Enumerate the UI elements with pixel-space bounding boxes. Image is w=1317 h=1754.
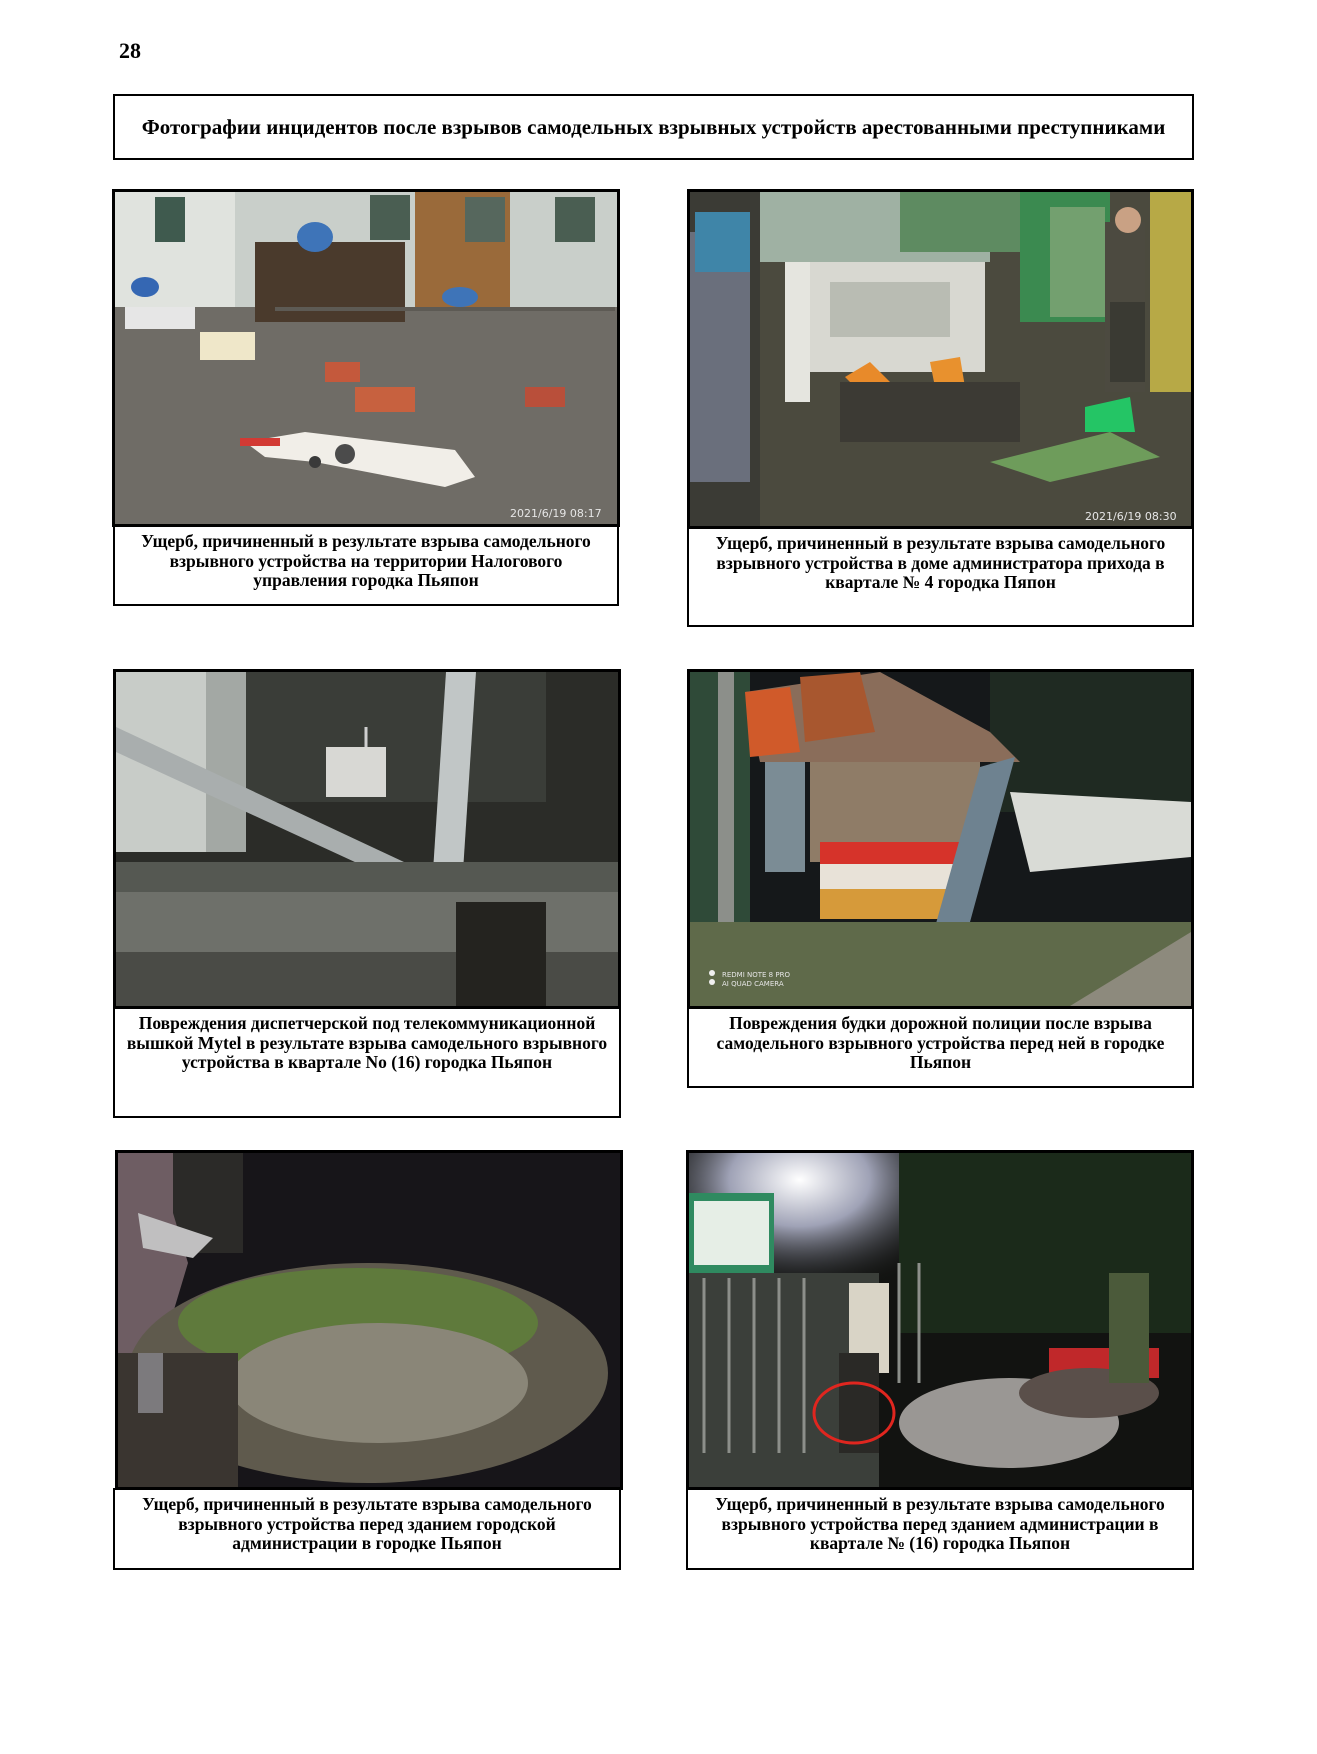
photo-tax-office: [112, 189, 620, 527]
photo-tax-office-caption: Ущерб, причиненный в результате взрыва самодельного взрывного устройства на территории Налогового управления городка Пьяпон: [113, 525, 619, 606]
photo-ward-admin: [686, 1150, 1194, 1490]
svg-text:AI QUAD CAMERA: AI QUAD CAMERA: [722, 980, 784, 988]
photo-administrator-house-caption: Ущерб, причиненный в результате взрыва самодельного взрывного устройства в доме администратора прихода в квартале № 4 городка Пяпон: [687, 527, 1194, 627]
page-number: 28: [119, 38, 141, 63]
svg-text:2021/6/19 08:30: 2021/6/19 08:30: [1085, 510, 1177, 523]
photo-town-admin: [115, 1150, 623, 1490]
svg-text:REDMI NOTE 8 PRO: REDMI NOTE 8 PRO: [722, 971, 790, 979]
photo-town-admin-caption: Ущерб, причиненный в результате взрыва самодельного взрывного устройства перед зданием городской администрации в городке Пьяпон: [113, 1488, 621, 1570]
page-title: Фотографии инцидентов после взрывов самодельных взрывных устройств арестованными преступниками: [113, 94, 1194, 160]
photo-administrator-house: [687, 189, 1194, 529]
photo-police-booth-caption: Повреждения будки дорожной полиции после взрыва самодельного взрывного устройства перед ней в городке Пьяпон: [687, 1007, 1194, 1088]
photo-mytel-tower-caption: Повреждения диспетчерской под телекоммуникационной вышкой Mytel в результате взрыва самодельного взрывного устройства в квартале No (16) городка Пьяпон: [113, 1007, 621, 1118]
svg-text:2021/6/19 08:17: 2021/6/19 08:17: [510, 507, 602, 520]
photo-ward-admin-caption: Ущерб, причиненный в результате взрыва самодельного взрывного устройства перед зданием администрации в квартале № (16) городка Пьяпон: [686, 1488, 1194, 1570]
photo-police-booth: [687, 669, 1194, 1009]
photo-mytel-tower: [113, 669, 621, 1009]
